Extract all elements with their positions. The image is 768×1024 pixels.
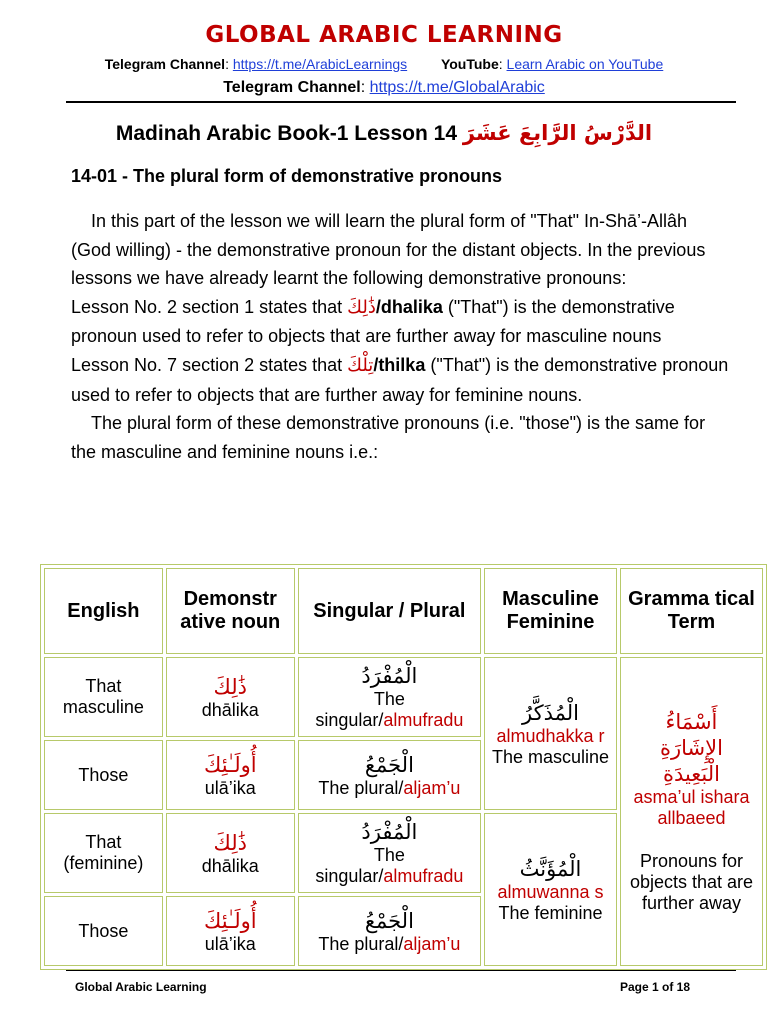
brand-title: GLOBAL ARABIC LEARNING xyxy=(205,22,563,48)
cell-demonstrative: أُولَـٰئِكَ ulā’ika xyxy=(166,740,295,810)
header-masc-fem: Masculine Feminine xyxy=(484,568,617,654)
cell-singular-plural: الْمُفْرَدُ The singular/almufradu xyxy=(298,657,481,737)
table-row xyxy=(44,657,763,737)
footer-divider xyxy=(66,970,736,971)
paragraph-thilka: Lesson No. 7 section 2 states that تِلْكَ/thilka ("That") is the demonstrative pronoun used to refer to objects that are further away for feminine nouns. xyxy=(71,354,729,405)
paragraph-intro: In this part of the lesson we will learn the plural form of "That" In-Shā’-Allâh (God willing) - the demonstrative pronoun for the distant objects. In the previous lessons we have already learnt the following demonstrative pronouns: xyxy=(71,211,706,289)
paragraph-dhalika: Lesson No. 2 section 1 states that ذَٰلِكَ/dhalika ("That") is the demonstrative pronoun used to refer to objects that are further away for masculine nouns xyxy=(71,296,675,347)
links-line-2: Telegram Channel: https://t.me/GlobalArabic xyxy=(223,79,545,96)
header-english: English xyxy=(44,568,163,654)
body-text xyxy=(71,207,731,466)
telegram-label-1: Telegram Channel xyxy=(104,56,226,72)
lesson-title-ar: الدَّرْسُ الرَّابِعَ عَشَرَ xyxy=(462,121,653,145)
header-divider xyxy=(66,101,736,103)
cell-singular-plural: الْمُفْرَدُ The singular/almufradu xyxy=(298,813,481,893)
header-grammatical-term: Gramma tical Term xyxy=(620,568,763,654)
header-demonstrative: Demonstr ative noun xyxy=(166,568,295,654)
section-title: 14-01 - The plural form of demonstrative pronouns xyxy=(71,166,503,186)
cell-singular-plural: الْجَمْعُ The plural/aljam’u xyxy=(298,896,481,966)
cell-english: Those xyxy=(44,740,163,810)
cell-grammatical-term: أَسْمَاءُ الإِشَارَةِ الْبَعِيدَةِ asma’ul ishara allbaeed Pronouns for objects that are further away xyxy=(620,657,763,966)
lesson-title-en: Madinah Arabic Book-1 Lesson 14 xyxy=(115,122,458,145)
cell-demonstrative: ذَٰلِكَ dhālika xyxy=(166,657,295,737)
lesson-title xyxy=(0,121,768,146)
youtube-label: YouTube xyxy=(440,56,499,72)
telegram-label-2: Telegram Channel xyxy=(223,79,361,96)
cell-masculine: الْمُذَكَّرُ almudhakka r The masculine xyxy=(484,657,617,810)
cell-english: That masculine xyxy=(44,657,163,737)
footer-brand: Global Arabic Learning xyxy=(75,980,207,994)
cell-feminine: الْمُؤَنَّثُ almuwanna s The feminine xyxy=(484,813,617,966)
header-singular-plural: Singular / Plural xyxy=(298,568,481,654)
paragraph-plural: The plural form of these demonstrative pronouns (i.e. "those") is the same for the masculine and feminine nouns i.e.: xyxy=(71,413,706,462)
cell-demonstrative: ذَٰلِكَ dhālika xyxy=(166,813,295,893)
cell-demonstrative: أُولَـٰئِكَ ulā’ika xyxy=(166,896,295,966)
demonstrative-table xyxy=(40,564,767,970)
youtube-link[interactable]: Learn Arabic on YouTube xyxy=(506,56,664,72)
arabic-dhalika: ذَٰلِكَ xyxy=(347,296,376,318)
arabic-thilka: تِلْكَ xyxy=(347,354,374,376)
cell-english: That (feminine) xyxy=(44,813,163,893)
table-header-row xyxy=(44,568,763,654)
page-number: Page 1 of 18 xyxy=(619,980,690,994)
cell-singular-plural: الْجَمْعُ The plural/aljam’u xyxy=(298,740,481,810)
telegram-link-2[interactable]: https://t.me/GlobalArabic xyxy=(369,79,545,96)
cell-english: Those xyxy=(44,896,163,966)
telegram-link-1[interactable]: https://t.me/ArabicLearnings xyxy=(232,56,408,72)
links-line-1: Telegram Channel: https://t.me/ArabicLearnings YouTube: Learn Arabic on YouTube xyxy=(104,56,664,72)
